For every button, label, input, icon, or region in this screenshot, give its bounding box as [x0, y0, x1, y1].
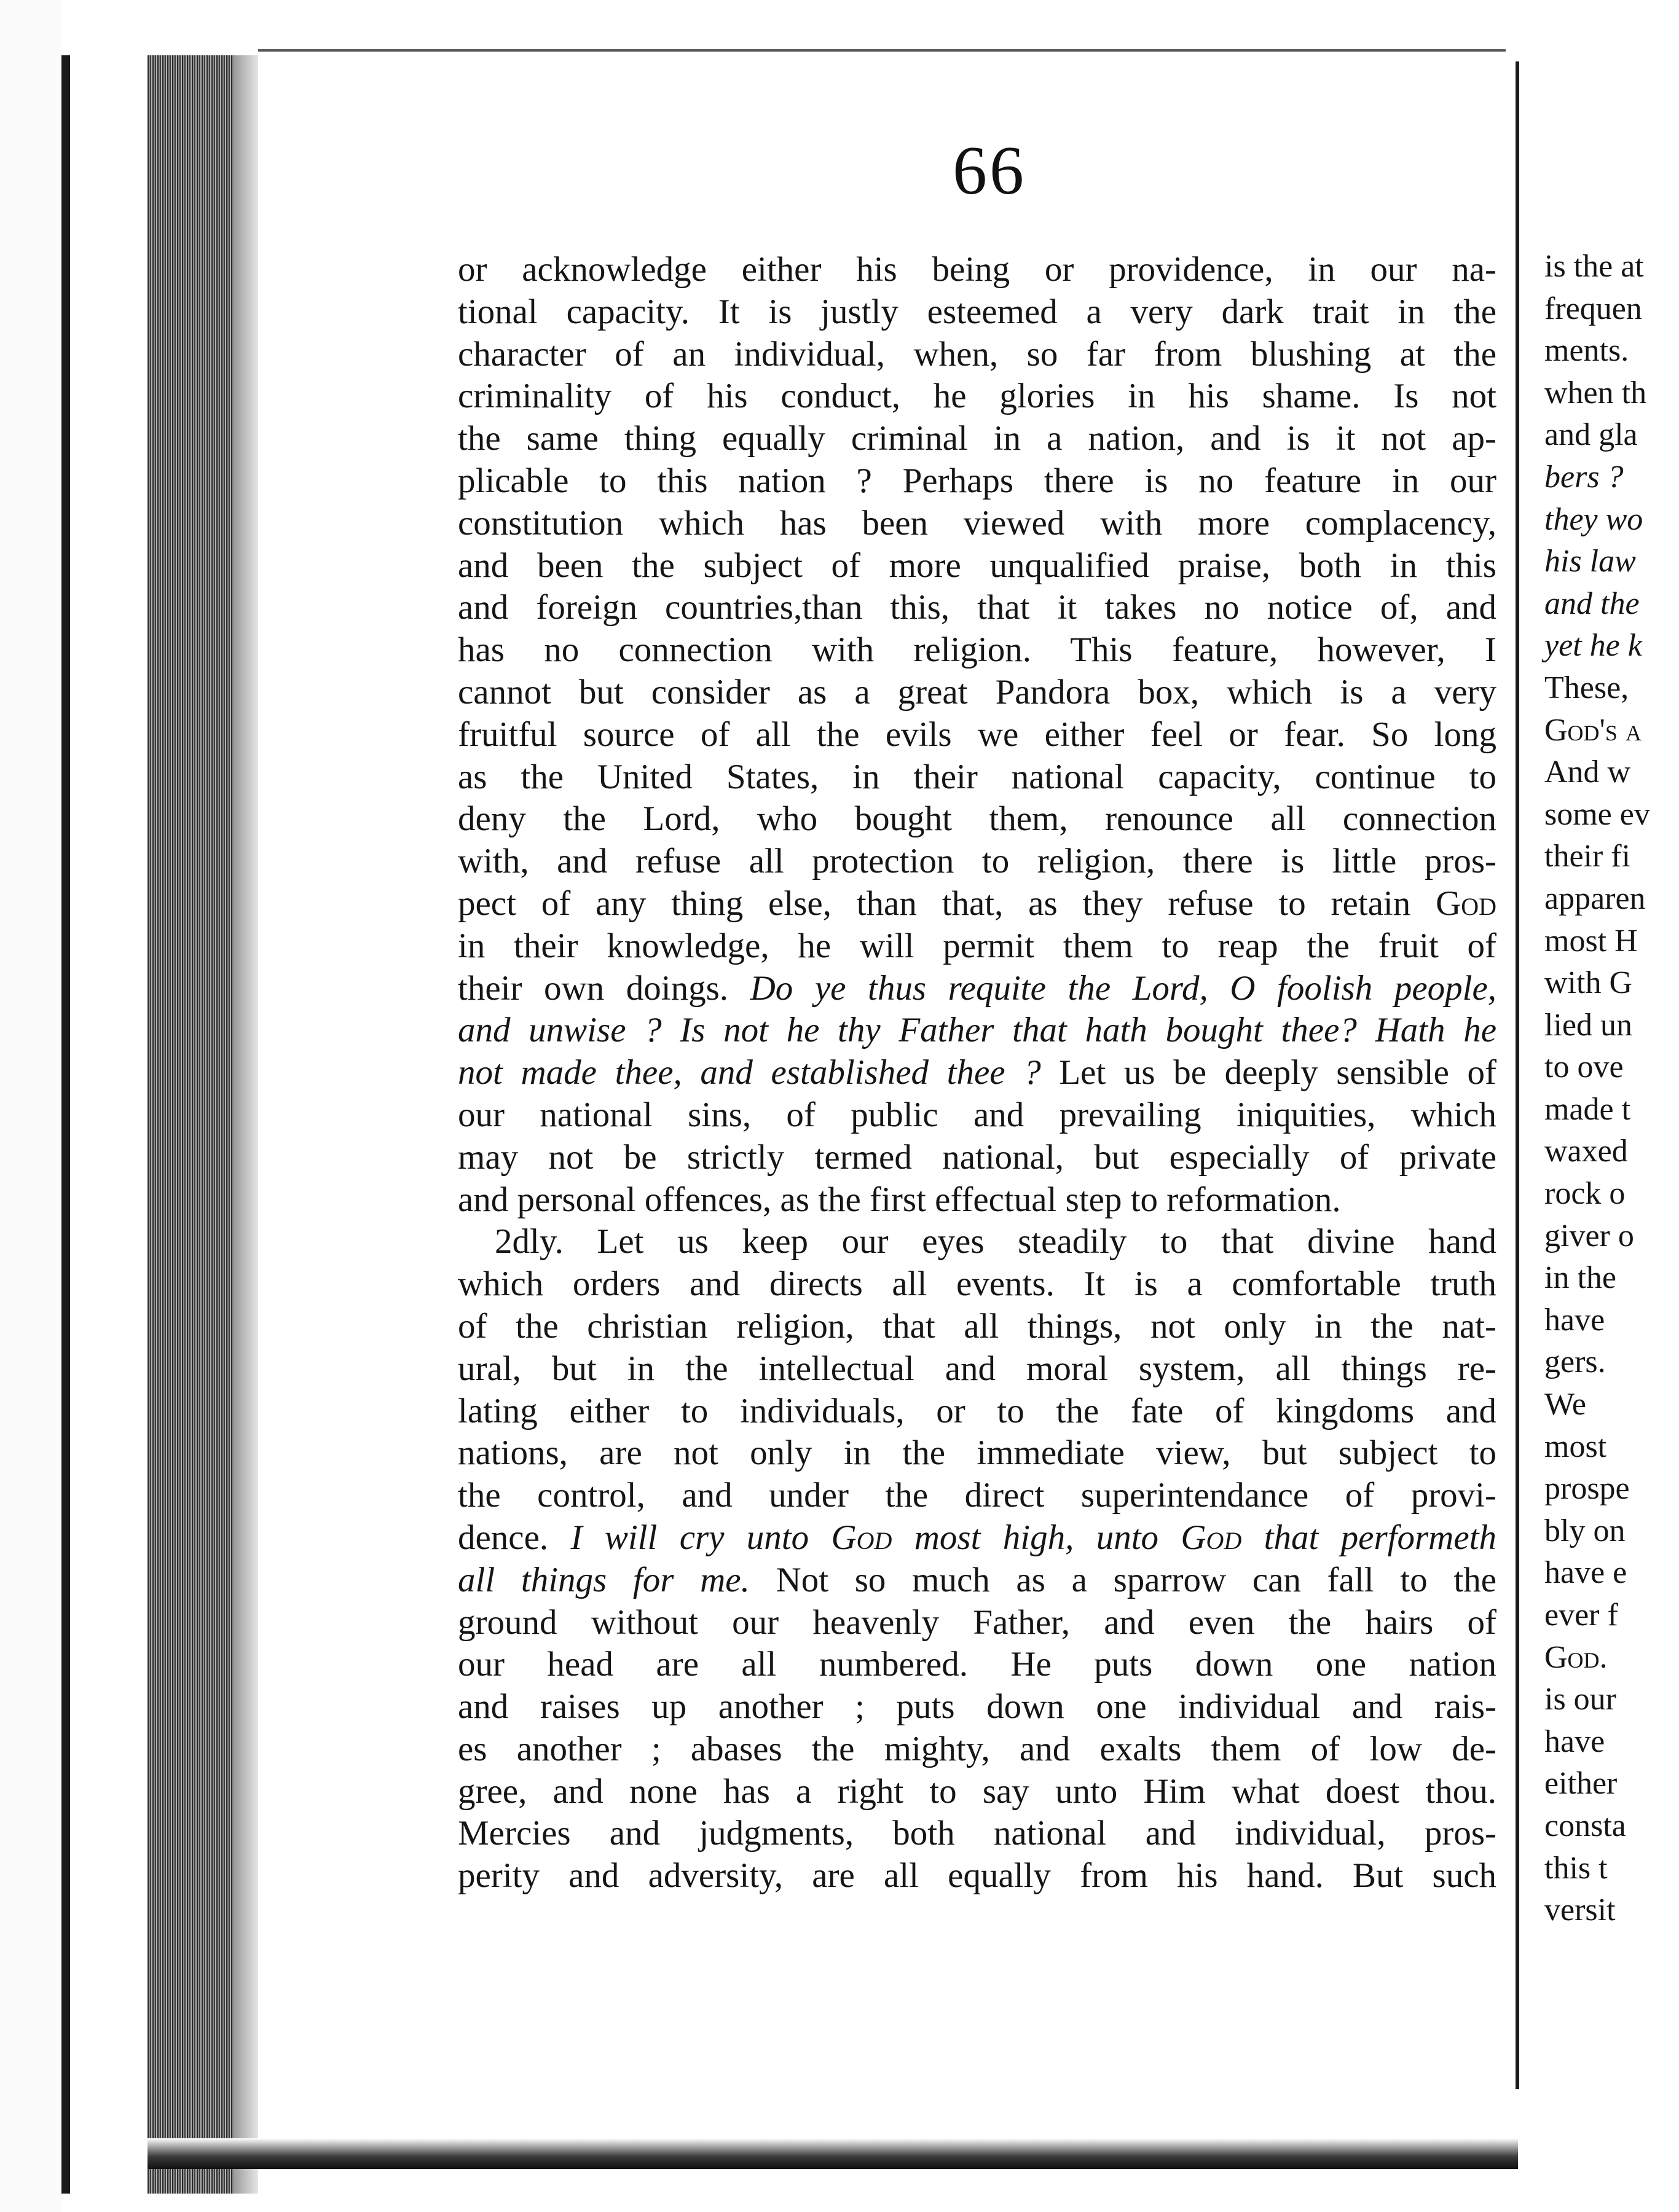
- text-line: [458, 587, 1496, 629]
- text-line: [458, 629, 1496, 672]
- next-page-line: most: [1544, 1429, 1607, 1464]
- text-segment: and been the subject of more unqualified praise, both in this: [458, 546, 1496, 585]
- text-segment: gree, and none has a right to say unto Him what doest thou.: [458, 1771, 1496, 1811]
- text-segment: perity and adversity, are all equally from his hand. But such: [458, 1856, 1496, 1896]
- next-page-line: most H: [1544, 923, 1638, 959]
- text-segment: pect of any thing else, than that, as they refuse to retain: [458, 884, 1436, 923]
- text-segment: and raises up another ; puts down one individual and rais-: [458, 1687, 1496, 1727]
- text-segment: Let us be deeply sensible of: [1040, 1053, 1496, 1092]
- text-segment: the same thing equally criminal in a nation, and is it not ap-: [458, 419, 1496, 458]
- next-page-line: is our: [1544, 1682, 1616, 1717]
- text-line: [458, 1137, 1496, 1179]
- text-line: [458, 1306, 1496, 1348]
- text-line: [458, 756, 1496, 799]
- text-line: [458, 925, 1496, 968]
- text-segment: Mercies and judgments, both national and individual, pros-: [458, 1814, 1496, 1853]
- next-page-line: waxed: [1544, 1134, 1628, 1169]
- text-line: [458, 1475, 1496, 1517]
- text-line: [458, 1179, 1496, 1222]
- text-segment: Do ye thus requite the Lord, O foolish people,: [750, 968, 1497, 1008]
- text-line: [458, 841, 1496, 883]
- next-page-line: have: [1544, 1302, 1605, 1338]
- text-segment: their own doings.: [458, 968, 750, 1008]
- text-line: [458, 1432, 1496, 1475]
- text-segment: and personal offences, as the first effectual step to reformation.: [458, 1180, 1341, 1219]
- next-page-line: We: [1544, 1387, 1586, 1422]
- text-line: [458, 291, 1496, 334]
- text-line: [458, 1686, 1496, 1728]
- text-line: [458, 672, 1496, 714]
- text-segment: which orders and directs all events. It is a comfortable truth: [458, 1265, 1496, 1304]
- text-line: [458, 375, 1496, 418]
- left-margin-strip: [0, 0, 61, 2212]
- next-page-line: made t: [1544, 1091, 1631, 1127]
- text-segment: our national sins, of public and prevailing iniquities, which: [458, 1095, 1496, 1134]
- next-page-line: gers.: [1544, 1344, 1606, 1380]
- page-edges-inner: [234, 55, 258, 2194]
- text-segment: may not be strictly termed national, but especially of private: [458, 1137, 1496, 1177]
- next-page-line: giver o: [1544, 1218, 1634, 1253]
- text-line: [458, 1052, 1496, 1094]
- text-segment: has no connection with religion. This feature, however, I: [458, 630, 1496, 670]
- text-segment: and unwise ? Is not he thy Father that hath bought thee? Hath he: [458, 1011, 1496, 1050]
- text-segment: or acknowledge either his being or providence, in our na-: [458, 250, 1496, 289]
- text-line: [458, 460, 1496, 503]
- text-line: [458, 1855, 1496, 1897]
- text-segment: criminality of his conduct, he glories in his shame. Is not: [458, 377, 1496, 416]
- main-text-block: [458, 249, 1496, 1897]
- next-page-line: These,: [1544, 670, 1629, 705]
- next-page-cropped: [1523, 61, 1679, 2163]
- next-page-line: when th: [1544, 375, 1647, 410]
- text-segment: cannot but consider as a great Pandora box, which is a very: [458, 672, 1496, 712]
- next-page-line: bly on: [1544, 1513, 1626, 1548]
- book-cover-edge: [61, 55, 70, 2194]
- text-segment: that performeth: [1241, 1518, 1496, 1557]
- text-line: [458, 249, 1496, 291]
- text-segment: ground without our heavenly Father, and even the hairs of: [458, 1602, 1496, 1642]
- next-page-line: prospe: [1544, 1471, 1630, 1507]
- text-line: [458, 1771, 1496, 1813]
- page-number: 66: [953, 133, 1026, 209]
- next-page-line: and gla: [1544, 417, 1638, 453]
- next-page-line: and the: [1544, 586, 1640, 621]
- text-line: [458, 714, 1496, 756]
- next-page-line: bers ?: [1544, 459, 1624, 495]
- text-line: [458, 1644, 1496, 1686]
- next-page-line: yet he k: [1544, 628, 1642, 664]
- next-page-line: to ove: [1544, 1049, 1624, 1085]
- text-line: [458, 1517, 1496, 1559]
- next-page-line: his law: [1544, 544, 1636, 579]
- text-segment: lating either to individuals, or to the fate of kingdoms and: [458, 1391, 1496, 1430]
- text-line: [458, 1559, 1496, 1602]
- next-page-line: with G: [1544, 965, 1632, 1001]
- next-page-line: have: [1544, 1724, 1605, 1759]
- next-page-line: they wo: [1544, 501, 1643, 537]
- text-segment: God: [831, 1518, 892, 1557]
- page-edges: [147, 55, 234, 2194]
- text-segment: tional capacity. It is justly esteemed a very dark trait in the: [458, 292, 1496, 331]
- text-line: [458, 1602, 1496, 1644]
- text-line: [458, 1010, 1496, 1052]
- next-page-line: consta: [1544, 1808, 1626, 1843]
- text-segment: our head are all numbered. He puts down one nation: [458, 1645, 1496, 1684]
- next-page-line: God.: [1544, 1639, 1608, 1675]
- text-segment: Not so much as a sparrow can fall to the: [749, 1560, 1496, 1599]
- text-segment: character of an individual, when, so far from blushing at the: [458, 334, 1496, 374]
- text-line: [458, 334, 1496, 376]
- next-page-line: ments.: [1544, 333, 1629, 369]
- text-line: [458, 1094, 1496, 1137]
- page-bottom-shadow: [147, 2138, 1518, 2169]
- next-page-line: have e: [1544, 1555, 1627, 1591]
- next-page-line: frequen: [1544, 291, 1642, 326]
- next-page-line: God's a: [1544, 712, 1642, 748]
- text-line: [458, 798, 1496, 841]
- next-page-line: in the: [1544, 1260, 1616, 1296]
- text-segment: of the christian religion, that all things, not only in the nat-: [458, 1306, 1496, 1346]
- text-line: [458, 1813, 1496, 1855]
- next-page-line: either: [1544, 1766, 1618, 1802]
- text-line: [458, 418, 1496, 460]
- text-line: [458, 1390, 1496, 1433]
- next-page-line: their fi: [1544, 839, 1631, 874]
- next-page-line: apparen: [1544, 880, 1646, 916]
- next-page-text-block: [1544, 246, 1650, 1932]
- next-page-line: some ev: [1544, 796, 1650, 832]
- next-page-line: lied un: [1544, 1007, 1632, 1043]
- text-segment: dence.: [458, 1518, 571, 1557]
- text-segment: ural, but in the intellectual and moral system, all things re-: [458, 1349, 1496, 1388]
- text-segment: plicable to this nation ? Perhaps there is no feature in our: [458, 461, 1496, 500]
- next-page-line: versit: [1544, 1892, 1616, 1928]
- text-segment: I will cry unto: [570, 1518, 832, 1557]
- text-segment: fruitful source of all the evils we either feel or fear. So long: [458, 715, 1496, 754]
- next-page-line: And w: [1544, 755, 1631, 790]
- text-line: [458, 968, 1496, 1010]
- text-segment: the control, and under the direct superintendance of provi-: [458, 1476, 1496, 1515]
- text-line: [458, 545, 1496, 587]
- text-segment: nations, are not only in the immediate view, but subject to: [458, 1433, 1496, 1473]
- text-segment: God: [1436, 884, 1496, 923]
- text-line: [458, 1348, 1496, 1390]
- next-page-line: this t: [1544, 1850, 1608, 1886]
- text-segment: most high, unto: [892, 1518, 1181, 1557]
- text-segment: in their knowledge, he will permit them to reap the fruit of: [458, 926, 1496, 965]
- text-segment: constitution which has been viewed with more complacency,: [458, 503, 1496, 543]
- next-page-line: is the at: [1544, 249, 1644, 284]
- text-segment: with, and refuse all protection to religion, there is little pros-: [458, 842, 1496, 881]
- text-segment: es another ; abases the mighty, and exalts them of low de-: [458, 1729, 1496, 1768]
- text-segment: deny the Lord, who bought them, renounce all connection: [458, 799, 1496, 839]
- text-line: [458, 1728, 1496, 1771]
- book-gutter: [1516, 61, 1519, 2089]
- next-page-line: ever f: [1544, 1598, 1618, 1633]
- text-line: [458, 1263, 1496, 1306]
- text-line: [458, 883, 1496, 925]
- next-page-line: rock o: [1544, 1176, 1626, 1212]
- text-line: [458, 1221, 1496, 1263]
- text-segment: not made thee, and established thee ?: [458, 1053, 1041, 1092]
- text-line: [458, 503, 1496, 545]
- text-segment: all things for me.: [458, 1560, 750, 1599]
- text-segment: God: [1181, 1518, 1242, 1557]
- text-segment: 2dly. Let us keep our eyes steadily to that divine hand: [495, 1222, 1496, 1261]
- text-segment: and foreign countries,than this, that it takes no notice of, and: [458, 588, 1496, 627]
- text-segment: as the United States, in their national capacity, continue to: [458, 757, 1496, 796]
